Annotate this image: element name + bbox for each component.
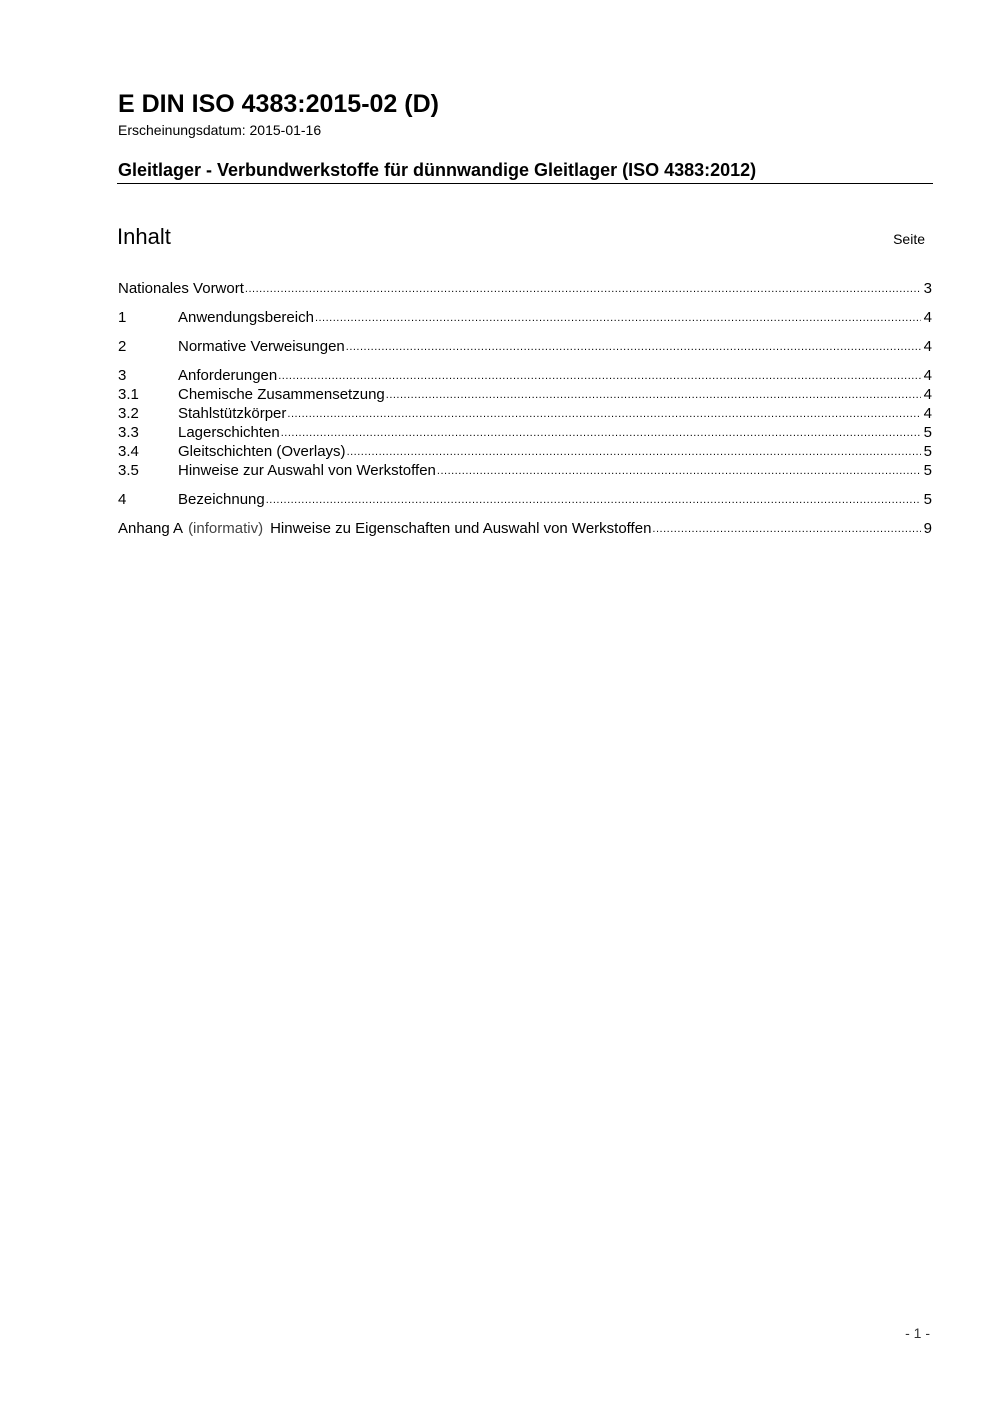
toc-entry-label: Bezeichnung bbox=[178, 491, 265, 508]
toc-entry-page: 4 bbox=[923, 309, 932, 326]
toc-entry-label: Stahlstützkörper bbox=[178, 405, 287, 422]
toc-entry-number: 2 bbox=[118, 338, 127, 355]
toc-entry-nationales-vorwort[interactable] bbox=[118, 279, 932, 298]
toc-entry-page: 4 bbox=[923, 405, 932, 422]
toc-leader-dots bbox=[346, 340, 921, 356]
toc-entry-1[interactable] bbox=[118, 308, 932, 327]
toc-entry-3-2[interactable] bbox=[118, 404, 932, 423]
toc-entry-page: 5 bbox=[923, 491, 932, 508]
toc-leader-dots bbox=[245, 282, 921, 298]
toc-entry-annex-type: (informativ) bbox=[188, 520, 264, 537]
toc-entry-label: Nationales Vorwort bbox=[118, 280, 244, 297]
toc-entry-label: Gleitschichten (Overlays) bbox=[178, 443, 346, 460]
toc-entry-3-5[interactable] bbox=[118, 461, 932, 480]
toc-entry-label: Hinweise zur Auswahl von Werkstoffen bbox=[178, 462, 436, 479]
toc-entry-annex-prefix: Anhang A bbox=[118, 520, 184, 537]
toc-leader-dots bbox=[386, 388, 921, 404]
toc-heading: Inhalt bbox=[117, 224, 171, 249]
toc-entry-page: 4 bbox=[923, 386, 932, 403]
toc-entry-3-3[interactable] bbox=[118, 423, 932, 442]
toc-leader-dots bbox=[347, 445, 921, 461]
toc-entry-4[interactable] bbox=[118, 490, 932, 509]
toc-entry-page: 5 bbox=[923, 443, 932, 460]
toc-entry-number: 3.5 bbox=[118, 462, 139, 479]
toc-entry-page: 4 bbox=[923, 367, 932, 384]
toc-entry-anhang-a[interactable] bbox=[118, 519, 932, 538]
toc-entry-3-4[interactable] bbox=[118, 442, 932, 461]
document-title: E DIN ISO 4383:2015-02 (D) bbox=[118, 90, 439, 118]
toc-entry-label: Lagerschichten bbox=[178, 424, 280, 441]
toc-entry-label: Hinweise zu Eigenschaften und Auswahl von Werkstoffen bbox=[270, 520, 652, 537]
toc-entry-3-1[interactable] bbox=[118, 385, 932, 404]
title-rule bbox=[117, 183, 933, 184]
toc-leader-dots bbox=[278, 369, 921, 385]
toc-leader-dots bbox=[281, 426, 921, 442]
toc-entry-number: 3.2 bbox=[118, 405, 139, 422]
toc-leader-dots bbox=[287, 407, 921, 423]
toc-entry-label: Anforderungen bbox=[178, 367, 278, 384]
toc-entry-page: 5 bbox=[923, 424, 932, 441]
toc-entry-label: Anwendungsbereich bbox=[178, 309, 314, 326]
toc-leader-dots bbox=[437, 464, 921, 480]
toc-entry-number: 4 bbox=[118, 491, 127, 508]
toc-page-column-label: Seite bbox=[893, 231, 925, 247]
toc-entry-page: 5 bbox=[923, 462, 932, 479]
toc-entry-page: 9 bbox=[923, 520, 932, 537]
toc-entry-number: 3.3 bbox=[118, 424, 139, 441]
toc-entry-number: 3 bbox=[118, 367, 127, 384]
toc-entry-page: 4 bbox=[923, 338, 932, 355]
toc-entry-page: 3 bbox=[923, 280, 932, 297]
publication-date: Erscheinungsdatum: 2015-01-16 bbox=[118, 122, 322, 138]
toc-entry-label: Chemische Zusammensetzung bbox=[178, 386, 385, 403]
toc-entry-label: Normative Verweisungen bbox=[178, 338, 345, 355]
toc-entry-3[interactable] bbox=[118, 366, 932, 385]
toc-leader-dots bbox=[266, 493, 921, 509]
toc-entry-number: 1 bbox=[118, 309, 127, 326]
toc-entry-number: 3.1 bbox=[118, 386, 139, 403]
document-subtitle: Gleitlager - Verbundwerkstoffe für dünnwandige Gleitlager (ISO 4383:2012) bbox=[118, 160, 757, 180]
toc-leader-dots bbox=[315, 311, 921, 327]
toc-entry-number: 3.4 bbox=[118, 443, 139, 460]
toc-leader-dots bbox=[652, 522, 921, 538]
toc-entry-2[interactable] bbox=[118, 337, 932, 356]
footer-page-number: - 1 - bbox=[905, 1325, 930, 1341]
